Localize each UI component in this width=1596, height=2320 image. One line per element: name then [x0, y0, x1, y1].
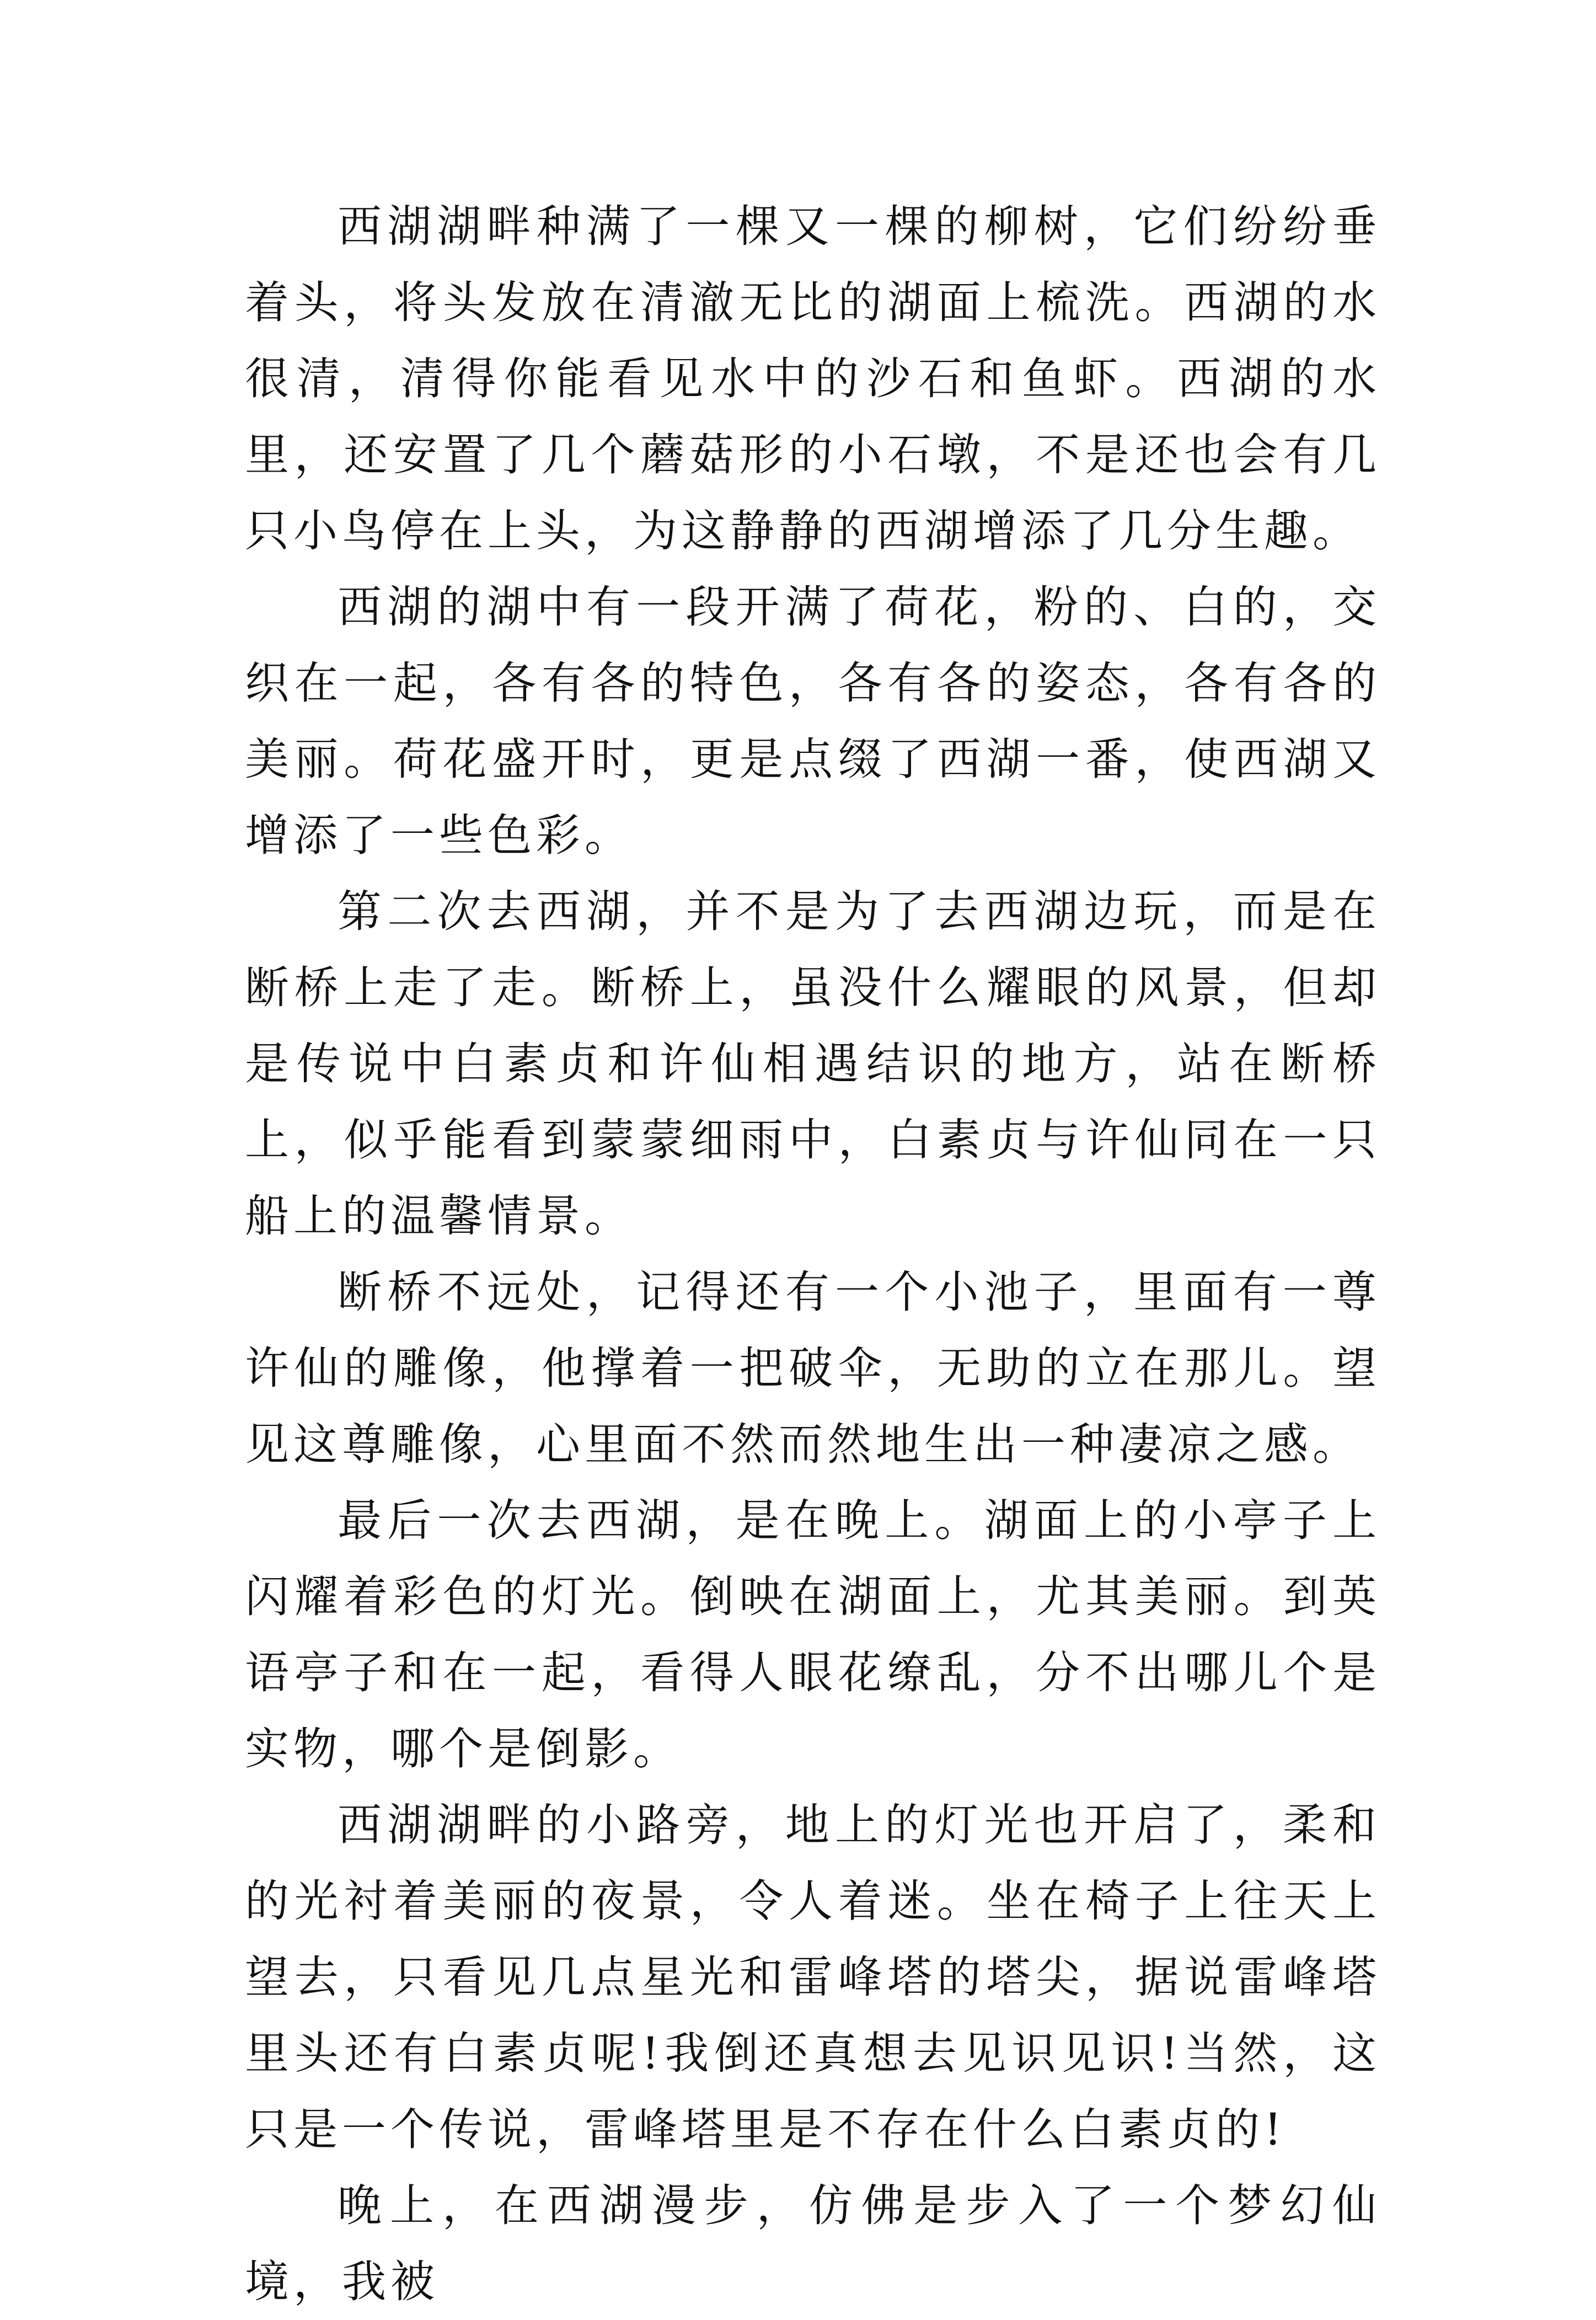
paragraph-leifeng-pagoda: 西湖湖畔的小路旁，地上的灯光也开启了，柔和的光衬着美丽的夜景，令人着迷。坐在椅子上往天上望去，只看见几点星光和雷峰塔的塔尖，据说雷峰塔里头还有白素贞呢!我倒还真想去见识见识!当然，这只是一个传说，雷峰塔里是不存在什么白素贞的! — [245, 1799, 1381, 2155]
paragraph-broken-bridge: 第二次去西湖，并不是为了去西湖边玩，而是在断桥上走了走。断桥上，虽没什么耀眼的风景，但却是传说中白素贞和许仙相遇结识的地方，站在断桥上，似乎能看到蒙蒙细雨中，白素贞与许仙同在一只船上的温馨情景。 — [245, 886, 1381, 1242]
paragraph-lotus: 西湖的湖中有一段开满了荷花，粉的、白的，交织在一起，各有各的特色，各有各的姿态，各有各的美丽。荷花盛开时，更是点缀了西湖一番，使西湖又增添了一些色彩。 — [245, 581, 1381, 861]
paragraph-night-pavilion: 最后一次去西湖，是在晚上。湖面上的小亭子上闪耀着彩色的灯光。倒映在湖面上，尤其美丽。到英语亭子和在一起，看得人眼花缭乱，分不出哪儿个是实物，哪个是倒影。 — [245, 1495, 1381, 1774]
paragraph-xu-xian-statue: 断桥不远处，记得还有一个小池子，里面有一尊许仙的雕像，他撑着一把破伞，无助的立在那儿。望见这尊雕像，心里面不然而然地生出一种凄凉之感。 — [245, 1266, 1381, 1470]
paragraph-night-stroll: 晚上，在西湖漫步，仿佛是步入了一个梦幻仙境，我被 — [245, 2180, 1381, 2307]
paragraph-willows: 西湖湖畔种满了一棵又一棵的柳树，它们纷纷垂着头，将头发放在清澈无比的湖面上梳洗。西湖的水很清，清得你能看见水中的沙石和鱼虾。西湖的水里，还安置了几个蘑菇形的小石墩，不是还也会有几只小鸟停在上头，为这静静的西湖增添了几分生趣。 — [245, 201, 1381, 557]
document-body — [245, 189, 1381, 2320]
